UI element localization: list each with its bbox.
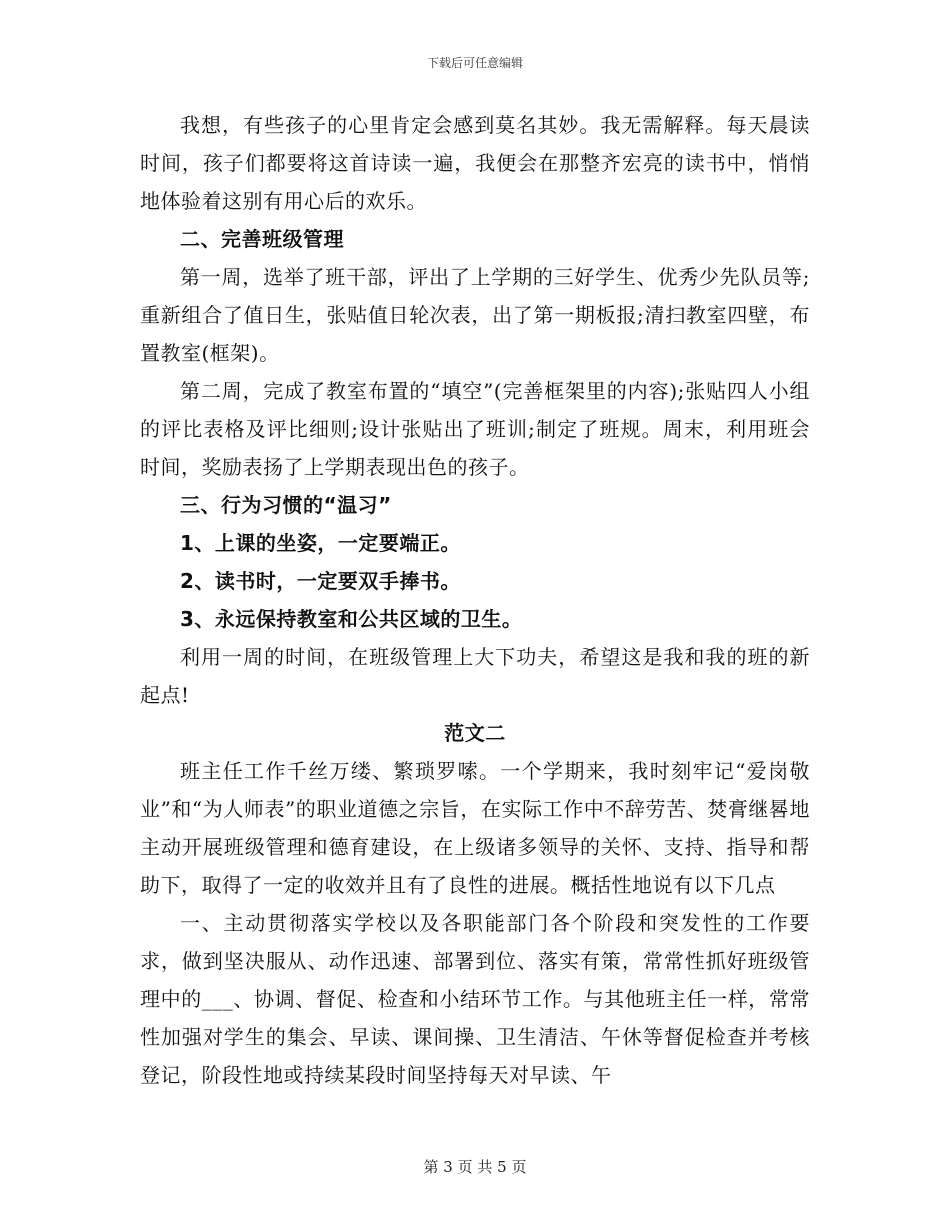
paragraph: 第二周，完成了教室布置的“填空”(完善框架里的内容);张贴四人小组的评比表格及评比细则;设计张贴出了班训;制定了班规。周末，利用班会时间，奖励表扬了上学期表现出色的孩子。 xyxy=(140,379,810,479)
paragraph: 第一周，选举了班干部，评出了上学期的三好学生、优秀少先队员等;重新组合了值日生，张贴值日轮次表，出了第一期板报;清扫教室四壁，布置教室(框架)。 xyxy=(140,265,810,365)
paragraph: 利用一周的时间，在班级管理上大下功夫，希望这是我和我的班的新起点! xyxy=(140,645,810,707)
section-heading: 二、完善班级管理 xyxy=(180,227,344,251)
essay-title: 范文二 xyxy=(444,721,506,745)
list-item: 1、上课的坐姿，一定要端正。 xyxy=(180,531,461,555)
section-heading: 三、行为习惯的“温习” xyxy=(180,493,392,517)
list-item: 3、永远保持教室和公共区域的卫生。 xyxy=(180,607,523,631)
paragraph: 我想，有些孩子的心里肯定会感到莫名其妙。我无需解释。每天晨读时间，孩子们都要将这首诗读一遍，我便会在那整齐宏亮的读书中，悄悄地体验着这别有用心后的欢乐。 xyxy=(140,113,810,213)
paragraph: 班主任工作千丝万缕、繁琐罗嗦。一个学期来，我时刻牢记“爱岗敬业”和“为人师表”的职业道德之宗旨，在实际工作中不辞劳苦、焚膏继晷地主动开展班级管理和德育建设，在上级诸多领导的关怀、支持、指导和帮助下，取得了一定的收效并且有了良性的进展。概括性地说有以下几点 xyxy=(140,759,810,897)
document-body xyxy=(140,106,810,1094)
page-footer: 第 3 页 共 5 页 xyxy=(423,1158,527,1176)
page-header: 下载后可任意编辑 xyxy=(426,56,523,70)
list-item: 2、读书时，一定要双手捧书。 xyxy=(180,569,461,593)
paragraph: 一、主动贯彻落实学校以及各职能部门各个阶段和突发性的工作要求，做到坚决服从、动作迅速、部署到位、落实有策，常常性抓好班级管理中的___、协调、督促、检查和小结环节工作。与其他班主任一样，常常性加强对学生的集会、早读、课间操、卫生清洁、午休等督促检查并考核登记，阶段性地或持续某段时间坚持每天对早读、午 xyxy=(140,911,810,1087)
